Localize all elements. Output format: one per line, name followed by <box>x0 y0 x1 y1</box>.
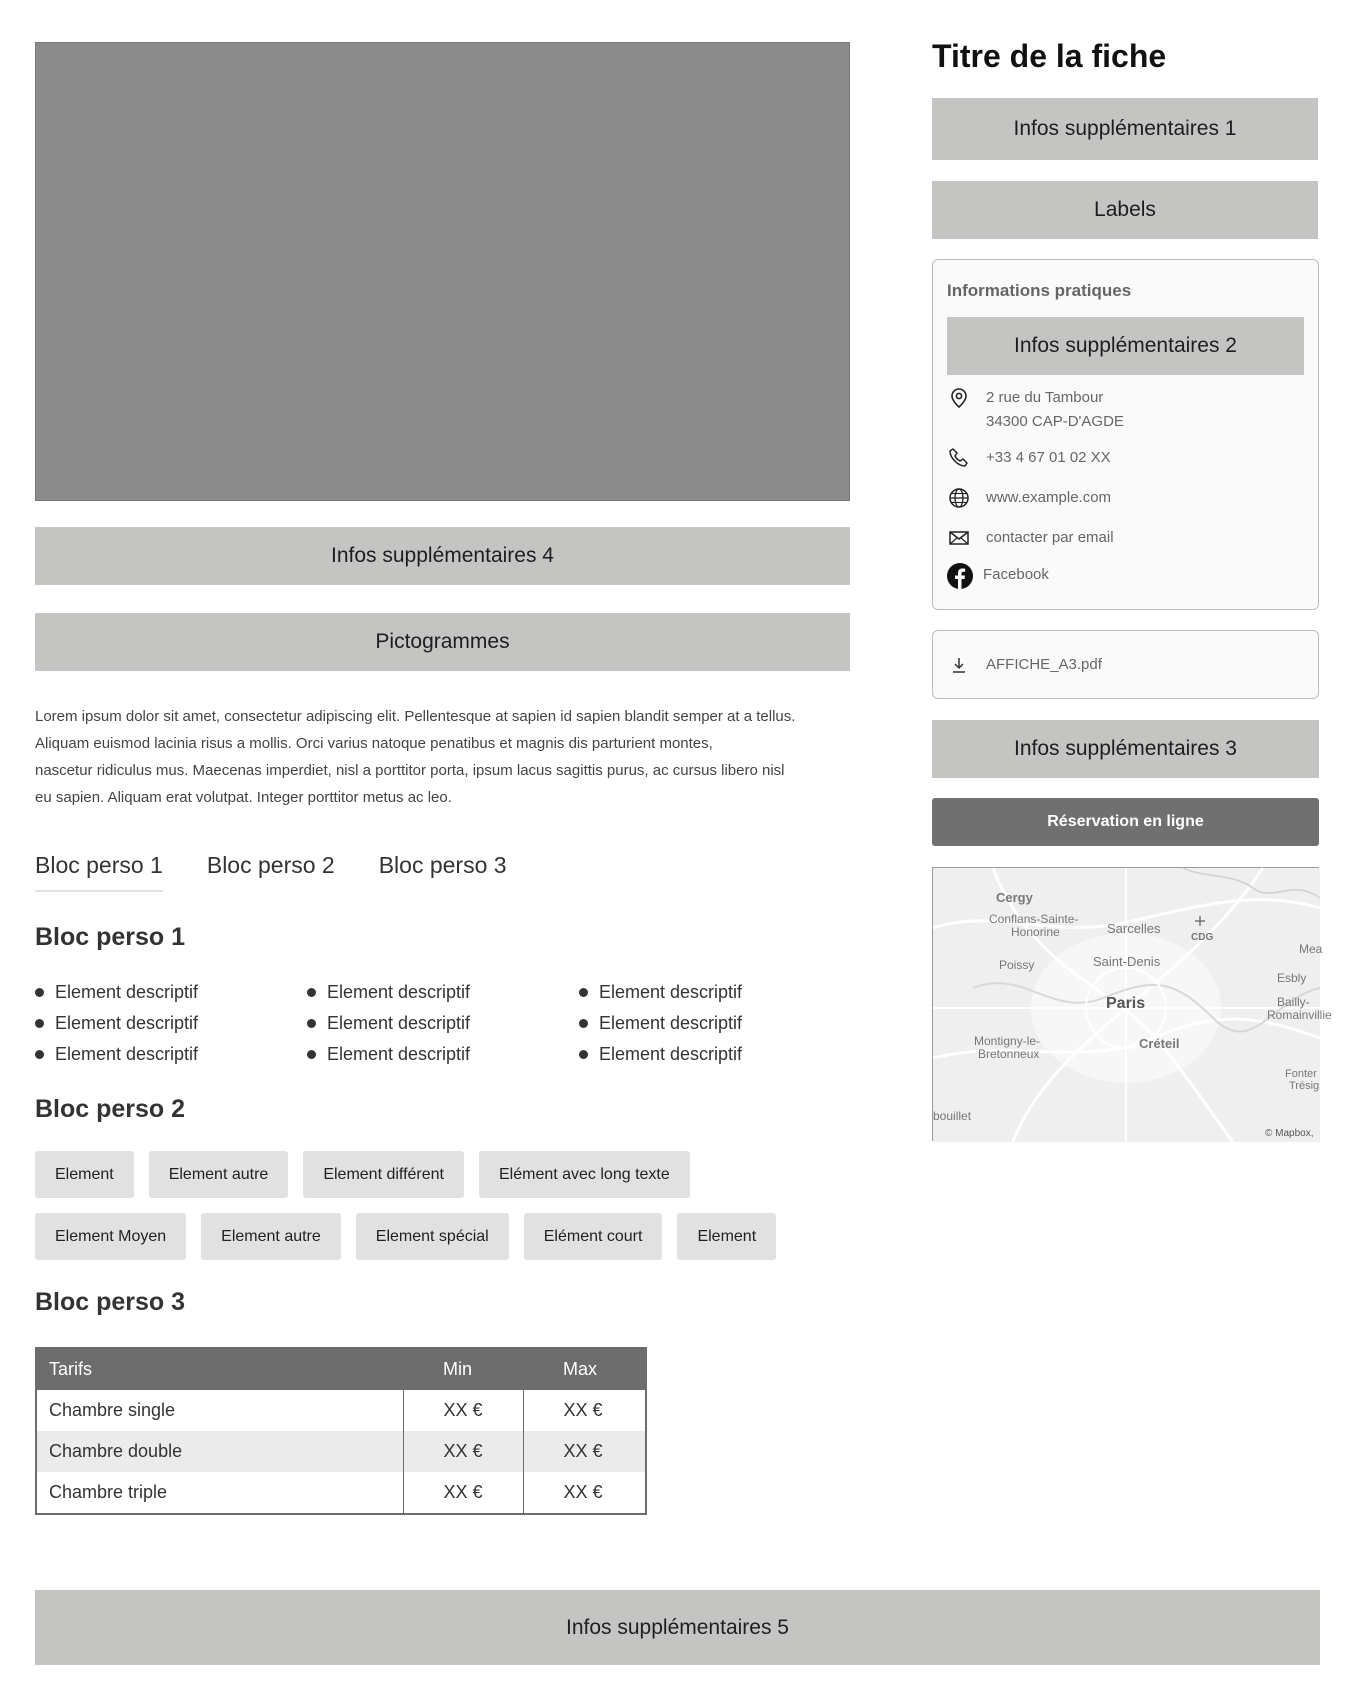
tab-bloc-perso-1[interactable]: Bloc perso 1 <box>35 852 163 892</box>
bullet-icon <box>307 1050 316 1059</box>
list-item <box>307 1042 579 1066</box>
globe-icon <box>947 486 971 510</box>
facebook-link[interactable]: Facebook <box>983 566 1049 583</box>
cell-room: Chambre triple <box>49 1482 168 1502</box>
file-name[interactable]: AFFICHE_A3.pdf <box>986 656 1102 673</box>
map-label: Créteil <box>1139 1036 1180 1051</box>
description-line: eu sapien. Aliquam erat volutpat. Integer porttitor metus ac leo. <box>35 789 452 806</box>
bullet-icon <box>307 1019 316 1028</box>
hero-image <box>35 42 850 501</box>
download-icon <box>947 653 971 677</box>
list-item <box>579 980 851 1004</box>
list-item <box>579 1042 851 1066</box>
extra-info-2: Infos supplémentaires 2 <box>947 317 1304 375</box>
cell-min: XX € <box>403 1390 523 1431</box>
file-row[interactable] <box>947 653 1102 677</box>
table-header-row <box>37 1349 645 1390</box>
bloc3-heading: Bloc perso 3 <box>35 1288 186 1316</box>
bloc2-heading: Bloc perso 2 <box>35 1095 186 1123</box>
tab-bloc-perso-2[interactable]: Bloc perso 2 <box>206 852 335 878</box>
address-line-2: 34300 CAP-D'AGDE <box>986 413 1124 430</box>
description-line: nascetur ridiculus mus. Maecenas imperdiet, nisl a porttitor porta, ipsum lacus sagittis purus, ac cursus libero nisl <box>35 762 785 779</box>
bullet-icon <box>35 988 44 997</box>
extra-info-1: Infos supplémentaires 1 <box>932 98 1318 160</box>
map-label: Saint-Denis <box>1093 954 1161 969</box>
table-row <box>37 1472 645 1513</box>
extra-info-4: Infos supplémentaires 4 <box>35 527 850 585</box>
list-item-label: Element descriptif <box>55 1043 199 1064</box>
practical-info-card <box>932 259 1319 610</box>
bullet-icon <box>579 1050 588 1059</box>
cell-min: XX € <box>403 1472 523 1513</box>
map-label: Montigny-le- <box>974 1034 1041 1048</box>
phone-row[interactable] <box>947 446 1111 470</box>
list-item-label: Element descriptif <box>55 1012 199 1033</box>
email-row[interactable] <box>947 526 1114 550</box>
bullet-icon <box>35 1050 44 1059</box>
phone-number[interactable]: +33 4 67 01 02 XX <box>986 449 1111 466</box>
list-item-label: Element descriptif <box>55 981 199 1002</box>
list-item <box>35 1011 307 1035</box>
tag-chip[interactable]: Element Moyen <box>35 1213 186 1260</box>
map-attribution: © Mapbox, <box>1265 1128 1314 1139</box>
map-label: Trésig <box>1289 1080 1320 1092</box>
bloc2-chips-row-2 <box>35 1213 850 1260</box>
map[interactable] <box>932 867 1332 1141</box>
map-label: Conflans-Sainte- <box>989 912 1079 926</box>
list-item <box>307 980 579 1004</box>
map-label: Paris <box>1106 995 1146 1012</box>
practical-info-title: Informations pratiques <box>947 281 1132 300</box>
map-label: Honorine <box>1011 925 1060 939</box>
cell-room: Chambre single <box>49 1400 176 1420</box>
list-item <box>35 1042 307 1066</box>
tag-chip[interactable]: Element autre <box>201 1213 341 1260</box>
list-item-label: Element descriptif <box>327 981 471 1002</box>
list-item <box>579 1011 851 1035</box>
website-row[interactable] <box>947 486 1111 510</box>
list-item <box>35 980 307 1004</box>
extra-info-5: Infos supplémentaires 5 <box>35 1590 1320 1665</box>
list-item <box>307 1011 579 1035</box>
bullet-icon <box>35 1019 44 1028</box>
online-booking-button[interactable]: Réservation en ligne <box>932 798 1319 846</box>
map-label: Cergy <box>996 890 1033 905</box>
tag-chip[interactable]: Elément court <box>524 1213 663 1260</box>
list-item-label: Element descriptif <box>599 1043 743 1064</box>
map-label: Romainvillie <box>1267 1008 1332 1022</box>
tag-chip[interactable]: Elément avec long texte <box>479 1151 690 1198</box>
map-label: Poissy <box>999 958 1035 972</box>
bloc1-heading: Bloc perso 1 <box>35 923 186 951</box>
cell-max: XX € <box>523 1431 645 1472</box>
table-row <box>37 1431 645 1472</box>
map-label: Bretonneux <box>978 1047 1040 1061</box>
envelope-icon <box>947 526 971 550</box>
file-download-card[interactable] <box>932 630 1319 699</box>
list-item-label: Element descriptif <box>327 1043 471 1064</box>
facebook-row[interactable] <box>947 563 1049 589</box>
table-row <box>37 1390 645 1431</box>
list-item-label: Element descriptif <box>599 1012 743 1033</box>
col-header-max: Max <box>523 1349 645 1390</box>
map-label: bouillet <box>933 1109 972 1123</box>
facebook-icon <box>947 563 973 589</box>
page-title: Titre de la fiche <box>932 38 1167 74</box>
website-link[interactable]: www.example.com <box>986 489 1112 506</box>
extra-info-3: Infos supplémentaires 3 <box>932 720 1319 778</box>
map-label: Esbly <box>1277 971 1307 985</box>
tag-chip[interactable]: Element <box>677 1213 776 1260</box>
cell-room: Chambre double <box>37 1431 403 1472</box>
phone-icon <box>947 446 971 470</box>
tag-chip[interactable]: Element <box>35 1151 134 1198</box>
description <box>35 703 860 811</box>
cell-max: XX € <box>523 1472 645 1513</box>
tab-bloc-perso-3[interactable]: Bloc perso 3 <box>378 852 507 878</box>
bullet-icon <box>579 988 588 997</box>
map-label: Fonter <box>1285 1068 1317 1080</box>
description-line: Lorem ipsum dolor sit amet, consectetur adipiscing elit. Pellentesque at sapien id sapien blandit semper at a tellus. <box>35 708 796 725</box>
address-line-1: 2 rue du Tambour <box>986 389 1104 406</box>
bullet-icon <box>307 988 316 997</box>
bloc-tabs <box>35 852 551 892</box>
bloc1-list <box>35 980 850 1066</box>
email-link[interactable]: contacter par email <box>986 529 1114 546</box>
map-label: Bailly- <box>1277 995 1310 1009</box>
map-label: Mea <box>1299 942 1323 956</box>
map-label: Sarcelles <box>1107 921 1161 936</box>
col-header-tarifs: Tarifs <box>37 1349 403 1390</box>
cell-max: XX € <box>523 1390 645 1431</box>
pricing-table <box>35 1347 647 1515</box>
bloc2-chips-row-1 <box>35 1151 850 1198</box>
list-item-label: Element descriptif <box>599 981 743 1002</box>
map-label: CDG <box>1191 932 1214 943</box>
tag-chip[interactable]: Element autre <box>149 1151 289 1198</box>
location-pin-icon <box>947 386 971 410</box>
description-line: Aliquam euismod lacinia risus a mollis. Orci varius natoque penatibus et magnis dis parturient montes, <box>35 735 713 752</box>
address-row <box>947 386 1124 434</box>
tag-chip[interactable]: Element différent <box>303 1151 464 1198</box>
bullet-icon <box>579 1019 588 1028</box>
tag-chip[interactable]: Element spécial <box>356 1213 509 1260</box>
cell-min: XX € <box>403 1431 523 1472</box>
labels-bar: Labels <box>932 181 1318 239</box>
col-header-min: Min <box>403 1349 523 1390</box>
pictograms-bar: Pictogrammes <box>35 613 850 671</box>
list-item-label: Element descriptif <box>327 1012 471 1033</box>
